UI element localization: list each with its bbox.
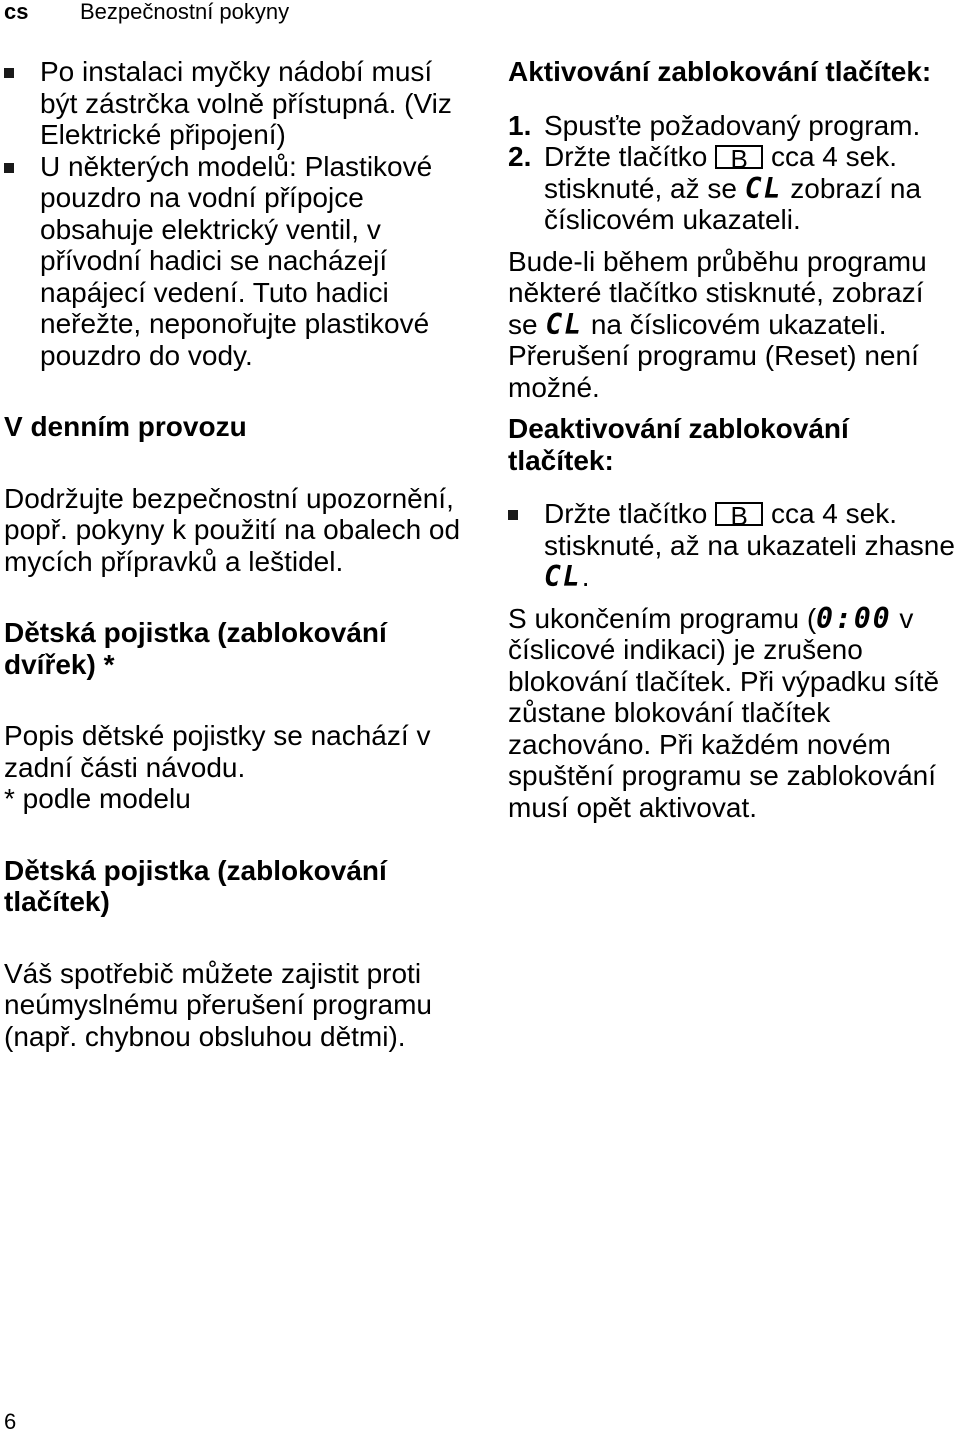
step-text: Držte tlačítko [544, 141, 708, 172]
paragraph-during-program [508, 246, 958, 404]
bullet-text: . [581, 561, 590, 592]
bullet-text: Držte tlačítko [544, 498, 708, 529]
paragraph-text: v číslicové indikaci) je zrušeno blokování tlačítek. Při výpadku sítě zůstane blokování tlačítek zachováno. Při každém novém spuštění programu se zablokování musí opět aktivovat. [508, 602, 940, 823]
list-item [508, 141, 958, 236]
step-text: cca 4 sek. stisknuté, až se [544, 141, 898, 204]
safety-bullet-list [4, 56, 474, 371]
left-column [4, 56, 474, 1052]
list-item: U některých modelů: Plastikové pouzdro na vodní přípojce obsahuje elektrický ventil, v přívodní hadici se nacházejí napájecí vedení. Tuto hadici neřežte, neponořujte plastikové pouzdro do vody. [4, 151, 474, 372]
paragraph-text: na číslicovém ukazateli. Přerušení programu (Reset) není možné. [508, 308, 919, 403]
page-header-title: Bezpečnostní pokyny [80, 0, 290, 24]
bullet-text: cca 4 sek. stisknuté, až na ukazateli zhasne [544, 498, 955, 561]
step-number: 2. [508, 141, 532, 172]
activate-steps [508, 110, 958, 236]
lcd-cl-display: CL [544, 560, 582, 593]
right-column [508, 56, 958, 823]
paragraph-daily-use: Dodržujte bezpečnostní upozornění, popř. pokyny k použití na obalech od mycích přípravků a leštidel. [4, 482, 461, 577]
lcd-cl-display: CL [545, 307, 584, 341]
lcd-time-display: 0:00 [816, 601, 892, 635]
step-text: zobrazí na číslicovém ukazateli. [544, 172, 922, 235]
deactivate-list [508, 498, 958, 593]
paragraph-text: Bude-li během průběhu programu některé tlačítko stisknuté, zobrazí se [508, 245, 927, 340]
paragraph-program-end [508, 603, 958, 824]
list-item [508, 110, 958, 142]
section-heading-key-lock: Dětská pojistka (zablokování tlačítek) [4, 854, 387, 917]
step-number: 1. [508, 109, 532, 141]
page-number: 6 [4, 1409, 17, 1434]
key-b-icon: B [715, 502, 763, 526]
section-heading-door-lock: Dětská pojistka (zablokování dvířek) * [4, 617, 387, 680]
lcd-cl-display: CL [744, 171, 783, 205]
section-heading-deactivate: Deaktivování zablokování tlačítek: [508, 413, 849, 476]
key-b-icon: B [715, 145, 763, 169]
list-item: Po instalaci myčky nádobí musí být zástrčka volně přístupná. (Viz Elektrické připojení) [4, 56, 474, 151]
list-item [508, 498, 958, 593]
footnote-model: * podle modelu [4, 783, 191, 814]
section-heading-daily-use: V denním provozu [4, 411, 247, 442]
paragraph-door-lock: Popis dětské pojistky se nachází v zadní části návodu. [4, 720, 431, 783]
step-text: Spusťte požadovaný program. [544, 109, 921, 141]
paragraph-key-lock: Váš spotřebič můžete zajistit proti neúmyslnému přerušení programu (např. chybnou obsluhou dětmi). [4, 957, 432, 1052]
section-heading-activate: Aktivování zablokování tlačítek: [508, 56, 932, 87]
language-code: cs [4, 0, 29, 24]
paragraph-text: S ukončením programu ( [508, 602, 817, 634]
